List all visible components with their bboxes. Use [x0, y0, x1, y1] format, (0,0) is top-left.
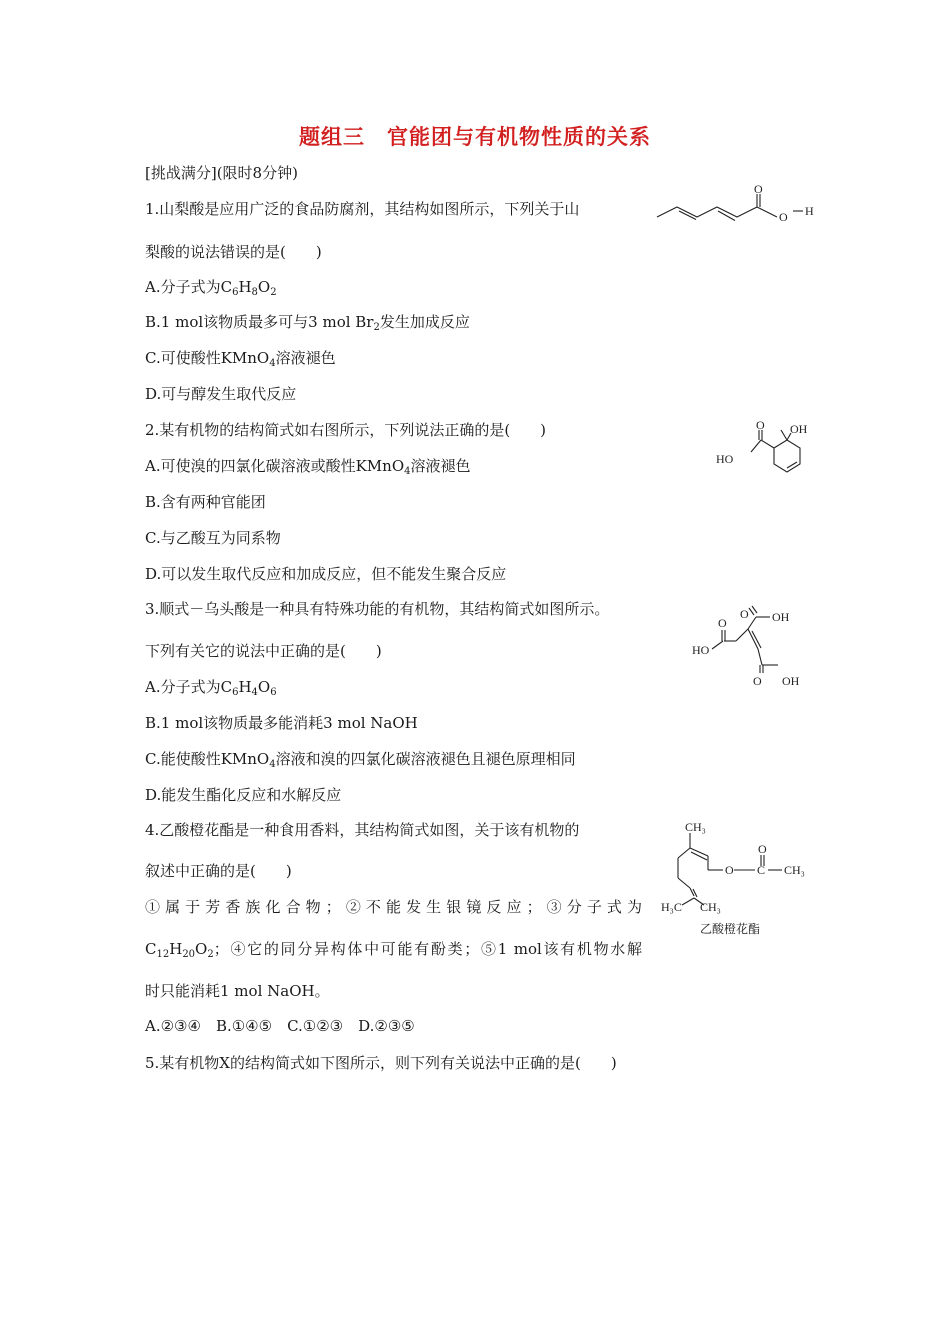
q4-options: A.②③④ B.①④⑤ C.①②③ D.②③⑤	[145, 1017, 415, 1035]
q4-statements-line1: ①属于芳香族化合物；②不能发生银镜反应；③分子式为	[145, 898, 642, 916]
q2-hydroxyl-label: OH	[790, 422, 808, 436]
q4-statements-line3: 时只能消耗1 mol NaOH。	[145, 982, 330, 1000]
q2-option-a: A.可使溴的四氯化碳溶液或酸性KMnO$_4$溶液褪色	[145, 457, 471, 477]
q1-hydroxyl-o-label: O	[779, 210, 788, 224]
q2-stem: 2.某有机物的结构简式如右图所示，下列说法正确的是( )	[145, 421, 547, 439]
q4-structure-caption: 乙酸橙花酯	[700, 922, 761, 936]
sorbic-acid-structure	[655, 183, 815, 233]
q1-stem-line2: 梨酸的说法错误的是( )	[145, 243, 322, 261]
q3-stem-line1: 3.顺式－乌头酸是一种具有特殊功能的有机物，其结构简式如图所示。	[145, 600, 610, 618]
q1-hydroxyl-h-label: H	[805, 204, 814, 218]
q4-methyl-bottom-label: CH₃	[700, 900, 721, 914]
q1-option-d: D.可与醇发生取代反应	[145, 385, 297, 403]
q3-hydroxyl-top-label: OH	[772, 610, 790, 624]
q3-oxygen-top-label: O	[740, 607, 749, 621]
q2-ho-label: HO	[716, 452, 734, 466]
q2-option-c: C.与乙酸互为同系物	[145, 529, 281, 547]
q5-stem: 5.某有机物X的结构简式如下图所示，则下列有关说法中正确的是( )	[145, 1054, 617, 1072]
q2-option-d: D.可以发生取代反应和加成反应，但不能发生聚合反应	[145, 565, 507, 583]
q1-option-b: B.1 mol该物质最多可与3 mol $Br_2$发生加成反应	[145, 313, 470, 333]
section-header: [挑战满分](限时8分钟)	[145, 164, 298, 182]
q2-option-b: B.含有两种官能团	[145, 493, 266, 511]
q3-option-d: D.能发生酯化反应和水解反应	[145, 786, 342, 804]
q1-oxygen-label: O	[754, 182, 763, 196]
q3-option-a: A.分子式为$C_6H_4O_6$	[145, 678, 277, 698]
q3-oxygen-bottom-label: O	[753, 674, 762, 688]
q3-option-b: B.1 mol该物质最多能消耗3 mol NaOH	[145, 714, 418, 732]
q1-stem-line1: 1.山梨酸是应用广泛的食品防腐剂，其结构如图所示，下列关于山	[145, 200, 580, 218]
q1-option-c: C.可使酸性KMnO$_4$溶液褪色	[145, 349, 336, 369]
neryl-acetate-structure	[660, 818, 815, 918]
hydroxy-cyclohexene-acid-structure	[713, 420, 813, 490]
q4-methyl-left-label: H₃C	[661, 900, 682, 914]
q4-carbon-c-label: C	[757, 863, 766, 877]
q3-stem-line2: 下列有关它的说法中正确的是( )	[145, 642, 382, 660]
q4-ester-oxygen-label: O	[725, 863, 734, 877]
q3-hydroxyl-bottom-label: OH	[782, 674, 800, 688]
q4-carbonyl-oxygen-label: O	[758, 842, 767, 856]
aconitic-acid-structure	[690, 605, 815, 690]
q4-stem-line1: 4.乙酸橙花酯是一种食用香料，其结构简式如图，关于该有机物的	[145, 821, 580, 839]
q4-stem-line2: 叙述中正确的是( )	[145, 862, 292, 880]
q3-option-c: C.能使酸性KMnO$_4$溶液和溴的四氯化碳溶液褪色且褪色原理相同	[145, 750, 576, 770]
q1-option-a: A.分子式为$C_6H_8O_2$	[145, 278, 277, 298]
q4-methyl-right-label: CH₃	[784, 863, 805, 877]
q4-statements-line2: $C_{12}H_{20}O_2$；④它的同分异构体中可能有酚类；⑤1 mol该有机物水解	[145, 940, 642, 960]
q4-methyl-top-label: CH₃	[685, 820, 706, 834]
q3-oxygen-left-label: O	[718, 616, 727, 630]
q2-oxygen-label: O	[756, 418, 765, 432]
page-title: 题组三 官能团与有机物性质的关系	[299, 125, 651, 149]
q3-ho-left-label: HO	[692, 643, 710, 657]
